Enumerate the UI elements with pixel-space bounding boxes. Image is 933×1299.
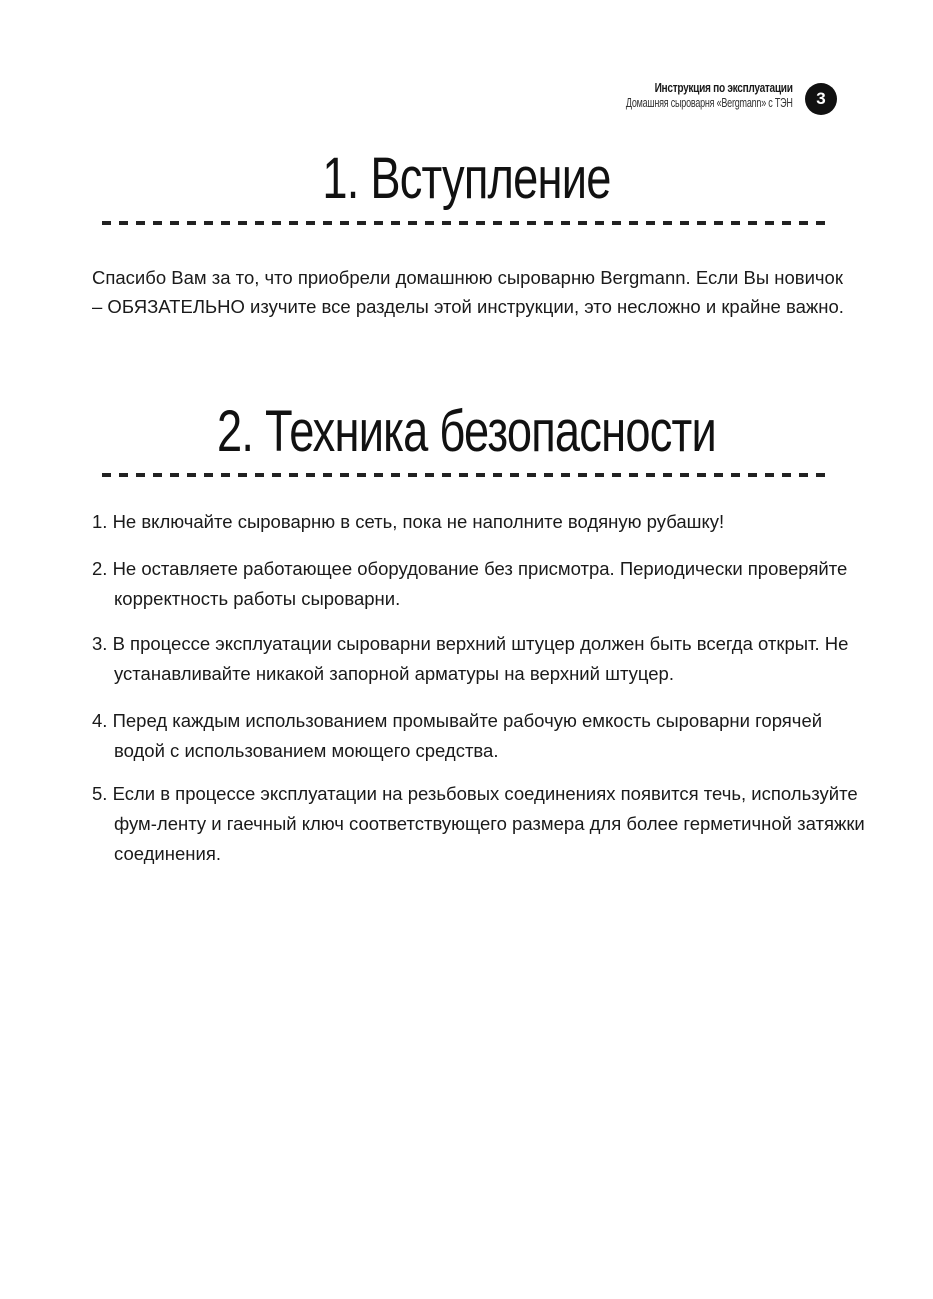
list-item: 4. Перед каждым использованием промывайте рабочую емкость сыроварни горячей водой с использованием моющего средства. bbox=[92, 710, 823, 761]
list-item: 5. Если в процессе эксплуатации на резьбовых соединениях появится течь, используйте фум-ленту и гаечный ключ соответствующего размера для более герметичной затяжки соединения. bbox=[92, 783, 865, 864]
section-title-safety: 2. Техника безопасности bbox=[216, 399, 717, 464]
page-number-badge: 3 bbox=[805, 83, 837, 115]
list-item: 2. Не оставляете работающее оборудование без присмотра. Периодически проверяйте корректность работы сыроварни. bbox=[92, 558, 848, 609]
list-item: 1. Не включайте сыроварню в сеть, пока не наполните водяную рубашку! bbox=[92, 511, 725, 532]
list-item: 3. В процессе эксплуатации сыроварни верхний штуцер должен быть всегда открыт. Не устанавливайте никакой запорной арматуры на верхний штуцер. bbox=[92, 633, 849, 684]
introduction-paragraph: Спасибо Вам за то, что приобрели домашнюю сыроварню Bergmann. Если Вы новичок – ОБЯЗАТЕЛЬНО изучите все разделы этой инструкции, это несложно и крайне важно. bbox=[92, 267, 844, 317]
document-title: Инструкция по эксплуатации bbox=[654, 80, 793, 95]
page-header bbox=[561, 80, 793, 112]
section-divider bbox=[102, 473, 830, 477]
section-title-introduction: 1. Вступление bbox=[322, 146, 611, 211]
document-subtitle: Домашняя сыроварня «Bergmann» с ТЭН bbox=[626, 96, 793, 111]
section-divider bbox=[102, 221, 830, 225]
